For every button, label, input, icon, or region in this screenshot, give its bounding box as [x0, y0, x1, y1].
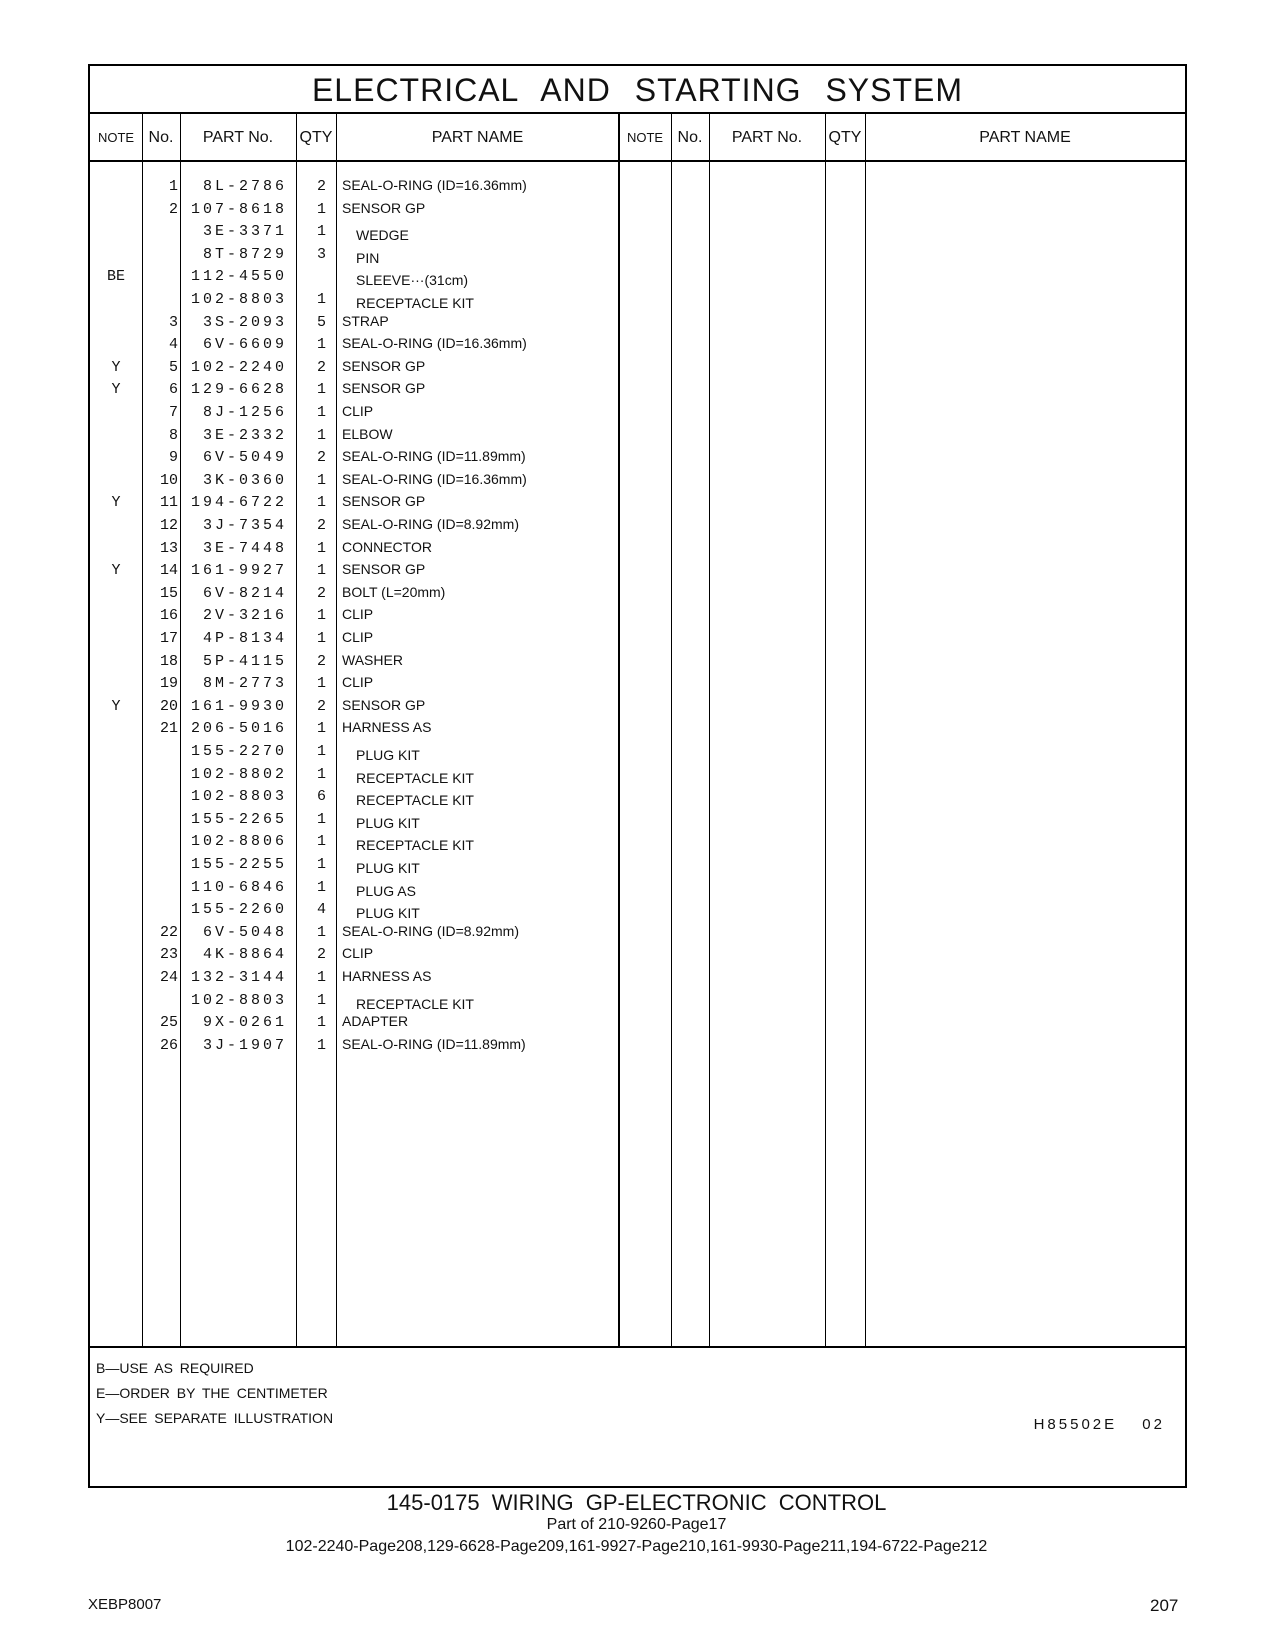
row-part-name: CLIP — [342, 945, 374, 962]
row-quantity: 1 — [316, 539, 326, 557]
row-part-number: 155-2270 — [190, 743, 287, 760]
row-part-name: SEAL-O-RING (ID=11.89mm) — [342, 1035, 526, 1052]
illustration-code: H85502E 02 — [1033, 1416, 1165, 1433]
row-part-name: CLIP — [342, 403, 374, 419]
parts-table-frame — [88, 64, 1187, 1488]
row-part-name: CLIP — [342, 606, 374, 623]
table-row — [90, 289, 1185, 312]
row-part-name: RECEPTACLE KIT — [356, 295, 474, 311]
row-quantity: 2 — [316, 946, 326, 964]
row-part-name: ADAPTER — [342, 1013, 409, 1030]
row-part-name: RECEPTACLE KIT — [356, 769, 474, 786]
page-number: 207 — [1150, 1596, 1179, 1615]
table-row — [90, 877, 1185, 900]
row-quantity: 2 — [316, 652, 326, 670]
row-part-number: 161-9930 — [190, 697, 287, 715]
row-note: Y — [111, 494, 121, 512]
row-part-number: 8L-2786 — [202, 178, 287, 195]
row-part-name: CLIP — [342, 629, 374, 645]
row-part-name: HARNESS AS — [342, 719, 432, 736]
row-part-number: 3J-7354 — [202, 517, 287, 534]
row-quantity: 1 — [316, 562, 326, 580]
table-row — [90, 560, 1185, 583]
row-part-name: SENSOR GP — [342, 380, 426, 397]
row-item-number: 20 — [159, 697, 178, 715]
row-part-number: 4K-8864 — [202, 946, 287, 964]
row-quantity: 1 — [316, 923, 326, 941]
row-quantity: 2 — [316, 178, 326, 195]
row-item-number: 3 — [168, 313, 178, 331]
row-quantity: 1 — [316, 765, 326, 783]
row-note: Y — [111, 562, 121, 580]
row-part-number: 112-4550 — [190, 268, 287, 286]
table-row — [90, 809, 1185, 832]
row-part-number: 8T-8729 — [202, 245, 287, 263]
table-row — [90, 673, 1185, 696]
row-part-name: RECEPTACLE KIT — [356, 792, 474, 809]
row-quantity: 2 — [316, 358, 326, 376]
row-part-number: 3E-3371 — [202, 223, 287, 241]
row-part-number: 3S-2093 — [202, 313, 287, 331]
row-quantity: 1 — [316, 720, 326, 738]
row-quantity: 1 — [316, 381, 326, 399]
row-part-name: ELBOW — [342, 425, 393, 442]
row-item-number: 13 — [159, 539, 178, 557]
table-row — [90, 334, 1185, 357]
footnote-e: E—ORDER BY THE CENTIMETER — [96, 1385, 328, 1401]
row-part-number: 155-2265 — [190, 810, 287, 828]
row-item-number: 8 — [168, 426, 178, 444]
row-quantity: 1 — [316, 404, 326, 421]
table-row — [90, 764, 1185, 787]
row-item-number: 1 — [168, 178, 178, 195]
row-part-number: 2V-3216 — [202, 607, 287, 625]
row-quantity: 1 — [316, 991, 326, 1009]
table-row — [90, 402, 1185, 425]
row-part-number: 102-8802 — [190, 765, 287, 783]
row-item-number: 18 — [159, 652, 178, 670]
header-note-right: NOTE — [626, 130, 664, 145]
row-part-name: HARNESS AS — [342, 968, 432, 984]
table-row — [90, 967, 1185, 990]
row-item-number: 22 — [159, 923, 178, 941]
row-part-number: 107-8618 — [190, 200, 287, 218]
row-part-number: 3E-2332 — [202, 426, 287, 444]
row-item-number: 26 — [159, 1036, 178, 1054]
row-quantity: 2 — [316, 517, 326, 534]
table-row — [90, 786, 1185, 809]
row-part-number: 3J-1907 — [202, 1036, 287, 1054]
row-quantity: 4 — [316, 901, 326, 919]
table-row — [90, 176, 1185, 199]
row-item-number: 9 — [168, 449, 178, 467]
row-quantity: 1 — [316, 675, 326, 693]
table-row — [90, 696, 1185, 719]
table-row — [90, 899, 1185, 922]
section-title: ELECTRICAL AND STARTING SYSTEM — [90, 66, 1185, 114]
row-part-name: PLUG KIT — [356, 860, 420, 876]
table-row — [90, 718, 1185, 741]
row-item-number: 7 — [168, 404, 178, 421]
row-part-name: SEAL-O-RING (ID=8.92mm) — [342, 516, 519, 532]
row-part-name: WEDGE — [356, 227, 409, 244]
row-quantity: 1 — [316, 833, 326, 851]
table-row — [90, 990, 1185, 1013]
caption-subtitle: Part of 210-9260-Page17 — [546, 1516, 727, 1533]
row-item-number: 15 — [159, 584, 178, 602]
header-note-left: NOTE — [97, 130, 135, 145]
row-part-name: CLIP — [342, 674, 374, 691]
row-part-number: 155-2260 — [190, 901, 287, 919]
row-item-number: 4 — [168, 336, 178, 354]
row-item-number: 2 — [168, 200, 178, 218]
row-part-number: 102-8806 — [190, 833, 287, 851]
table-row — [90, 447, 1185, 470]
table-row — [90, 515, 1185, 538]
row-item-number: 16 — [159, 607, 178, 625]
row-part-name: SENSOR GP — [342, 199, 426, 216]
row-quantity: 1 — [316, 223, 326, 241]
row-part-number: 6V-8214 — [202, 584, 287, 602]
table-row — [90, 266, 1185, 289]
row-item-number: 17 — [159, 630, 178, 647]
row-item-number: 11 — [159, 494, 178, 512]
row-part-name: SEAL-O-RING (ID=16.36mm) — [342, 335, 527, 352]
row-part-number: 129-6628 — [190, 381, 287, 399]
row-item-number: 5 — [168, 358, 178, 376]
table-row — [90, 492, 1185, 515]
footnotes — [96, 1356, 333, 1431]
row-part-name: SLEEVE···(31cm) — [356, 272, 469, 289]
row-quantity: 1 — [316, 607, 326, 625]
row-part-name: PLUG KIT — [356, 814, 420, 831]
row-item-number: 25 — [159, 1014, 178, 1032]
row-part-number: 6V-5049 — [202, 449, 287, 467]
row-part-number: 102-2240 — [190, 358, 287, 376]
row-part-name: PLUG AS — [356, 882, 416, 899]
row-item-number: 21 — [159, 720, 178, 738]
row-item-number: 23 — [159, 946, 178, 964]
table-row — [90, 379, 1185, 402]
row-quantity: 1 — [316, 856, 326, 873]
table-row — [90, 922, 1185, 945]
table-row — [90, 312, 1185, 335]
table-row — [90, 244, 1185, 267]
row-quantity: 1 — [316, 1036, 326, 1054]
header-no-right: No. — [677, 129, 703, 146]
row-quantity: 1 — [316, 630, 326, 647]
header-part-name-right: PART NAME — [979, 129, 1071, 146]
table-row — [90, 538, 1185, 561]
row-part-number: 102-8803 — [190, 991, 287, 1009]
table-row — [90, 628, 1185, 651]
header-part-no-right: PART No. — [731, 129, 803, 146]
row-quantity: 1 — [316, 200, 326, 218]
table-row — [90, 357, 1185, 380]
table-row — [90, 221, 1185, 244]
row-quantity: 2 — [316, 697, 326, 715]
table-row — [90, 605, 1185, 628]
row-part-number: 206-5016 — [190, 720, 287, 738]
row-part-number: 161-9927 — [190, 562, 287, 580]
row-part-number: 102-8803 — [190, 291, 287, 308]
row-item-number: 10 — [159, 471, 178, 489]
row-part-name: SENSOR GP — [342, 696, 426, 713]
row-part-number: 132-3144 — [190, 969, 287, 986]
row-quantity: 1 — [316, 291, 326, 308]
table-row — [90, 199, 1185, 222]
table-row — [90, 1012, 1185, 1035]
footnote-b: B—USE AS REQUIRED — [96, 1360, 254, 1376]
row-part-name: PIN — [356, 249, 380, 266]
row-quantity: 1 — [316, 743, 326, 760]
row-note: BE — [106, 268, 125, 286]
row-note: Y — [111, 697, 121, 715]
row-part-name: WASHER — [342, 651, 403, 668]
row-part-name: RECEPTACLE KIT — [356, 837, 474, 854]
row-quantity: 1 — [316, 969, 326, 986]
row-part-number: 194-6722 — [190, 494, 287, 512]
row-part-number: 6V-5048 — [202, 923, 287, 941]
row-item-number: 6 — [168, 381, 178, 399]
row-part-name: SENSOR GP — [342, 561, 426, 578]
header-part-name-left: PART NAME — [431, 129, 524, 146]
row-quantity: 6 — [316, 788, 326, 806]
row-part-number: 9X-0261 — [202, 1014, 287, 1032]
caption-page-references: 102-2240-Page208,129-6628-Page209,161-9927-Page210,161-9930-Page211,194-6722-Page212 — [285, 1538, 988, 1555]
header-no-left: No. — [148, 129, 174, 146]
row-part-name: SENSOR GP — [342, 357, 426, 374]
row-item-number: 14 — [159, 562, 178, 580]
table-row — [90, 831, 1185, 854]
footnote-y: Y—SEE SEPARATE ILLUSTRATION — [96, 1410, 334, 1426]
table-row — [90, 944, 1185, 967]
row-quantity: 3 — [316, 245, 326, 263]
table-row — [90, 741, 1185, 764]
row-part-number: 3E-7448 — [202, 539, 287, 557]
row-part-number: 8J-1256 — [202, 404, 287, 421]
row-part-name: SEAL-O-RING (ID=16.36mm) — [342, 470, 527, 487]
row-quantity: 1 — [316, 426, 326, 444]
row-part-name: SEAL-O-RING (ID=16.36mm) — [342, 177, 527, 193]
row-part-number: 6V-6609 — [202, 336, 287, 354]
row-part-number: 4P-8134 — [202, 630, 287, 647]
row-part-name: SENSOR GP — [342, 493, 426, 510]
document-id: XEBP8007 — [88, 1596, 162, 1613]
row-item-number: 12 — [159, 517, 178, 534]
row-quantity: 1 — [316, 1014, 326, 1032]
row-note: Y — [111, 381, 121, 399]
row-part-name: CONNECTOR — [342, 538, 432, 555]
row-quantity: 2 — [316, 449, 326, 467]
header-qty-left: QTY — [299, 129, 333, 146]
header-part-no-left: PART No. — [202, 129, 274, 146]
table-row — [90, 651, 1185, 674]
row-quantity: 5 — [316, 313, 326, 331]
header-qty-right: QTY — [828, 129, 862, 146]
caption-title: 145-0175 WIRING GP-ELECTRONIC CONTROL — [386, 1490, 887, 1515]
table-row — [90, 583, 1185, 606]
row-item-number: 24 — [159, 969, 178, 986]
row-part-number: 3K-0360 — [202, 471, 287, 489]
row-part-name: RECEPTACLE KIT — [356, 995, 474, 1012]
row-part-name: SEAL-O-RING (ID=8.92mm) — [342, 922, 519, 939]
table-row — [90, 1035, 1185, 1058]
table-row — [90, 425, 1185, 448]
row-part-number: 155-2255 — [190, 856, 287, 873]
row-quantity: 1 — [316, 471, 326, 489]
row-part-name: PLUG KIT — [356, 747, 420, 763]
row-quantity: 1 — [316, 494, 326, 512]
row-quantity: 1 — [316, 810, 326, 828]
row-part-number: 5P-4115 — [202, 652, 287, 670]
row-part-number: 110-6846 — [190, 878, 287, 896]
row-quantity: 1 — [316, 878, 326, 896]
table-row — [90, 470, 1185, 493]
row-note: Y — [111, 358, 121, 376]
header-divider — [90, 160, 1185, 162]
footer-divider — [90, 1346, 1185, 1348]
row-quantity: 1 — [316, 336, 326, 354]
row-part-name: SEAL-O-RING (ID=11.89mm) — [342, 448, 526, 465]
row-part-name: PLUG KIT — [356, 905, 420, 922]
row-part-name: STRAP — [342, 312, 389, 329]
row-item-number: 19 — [159, 675, 178, 693]
row-quantity: 2 — [316, 584, 326, 602]
row-part-number: 8M-2773 — [202, 675, 287, 693]
row-part-number: 102-8803 — [190, 788, 287, 806]
row-part-name: BOLT (L=20mm) — [342, 583, 446, 600]
table-row — [90, 854, 1185, 877]
